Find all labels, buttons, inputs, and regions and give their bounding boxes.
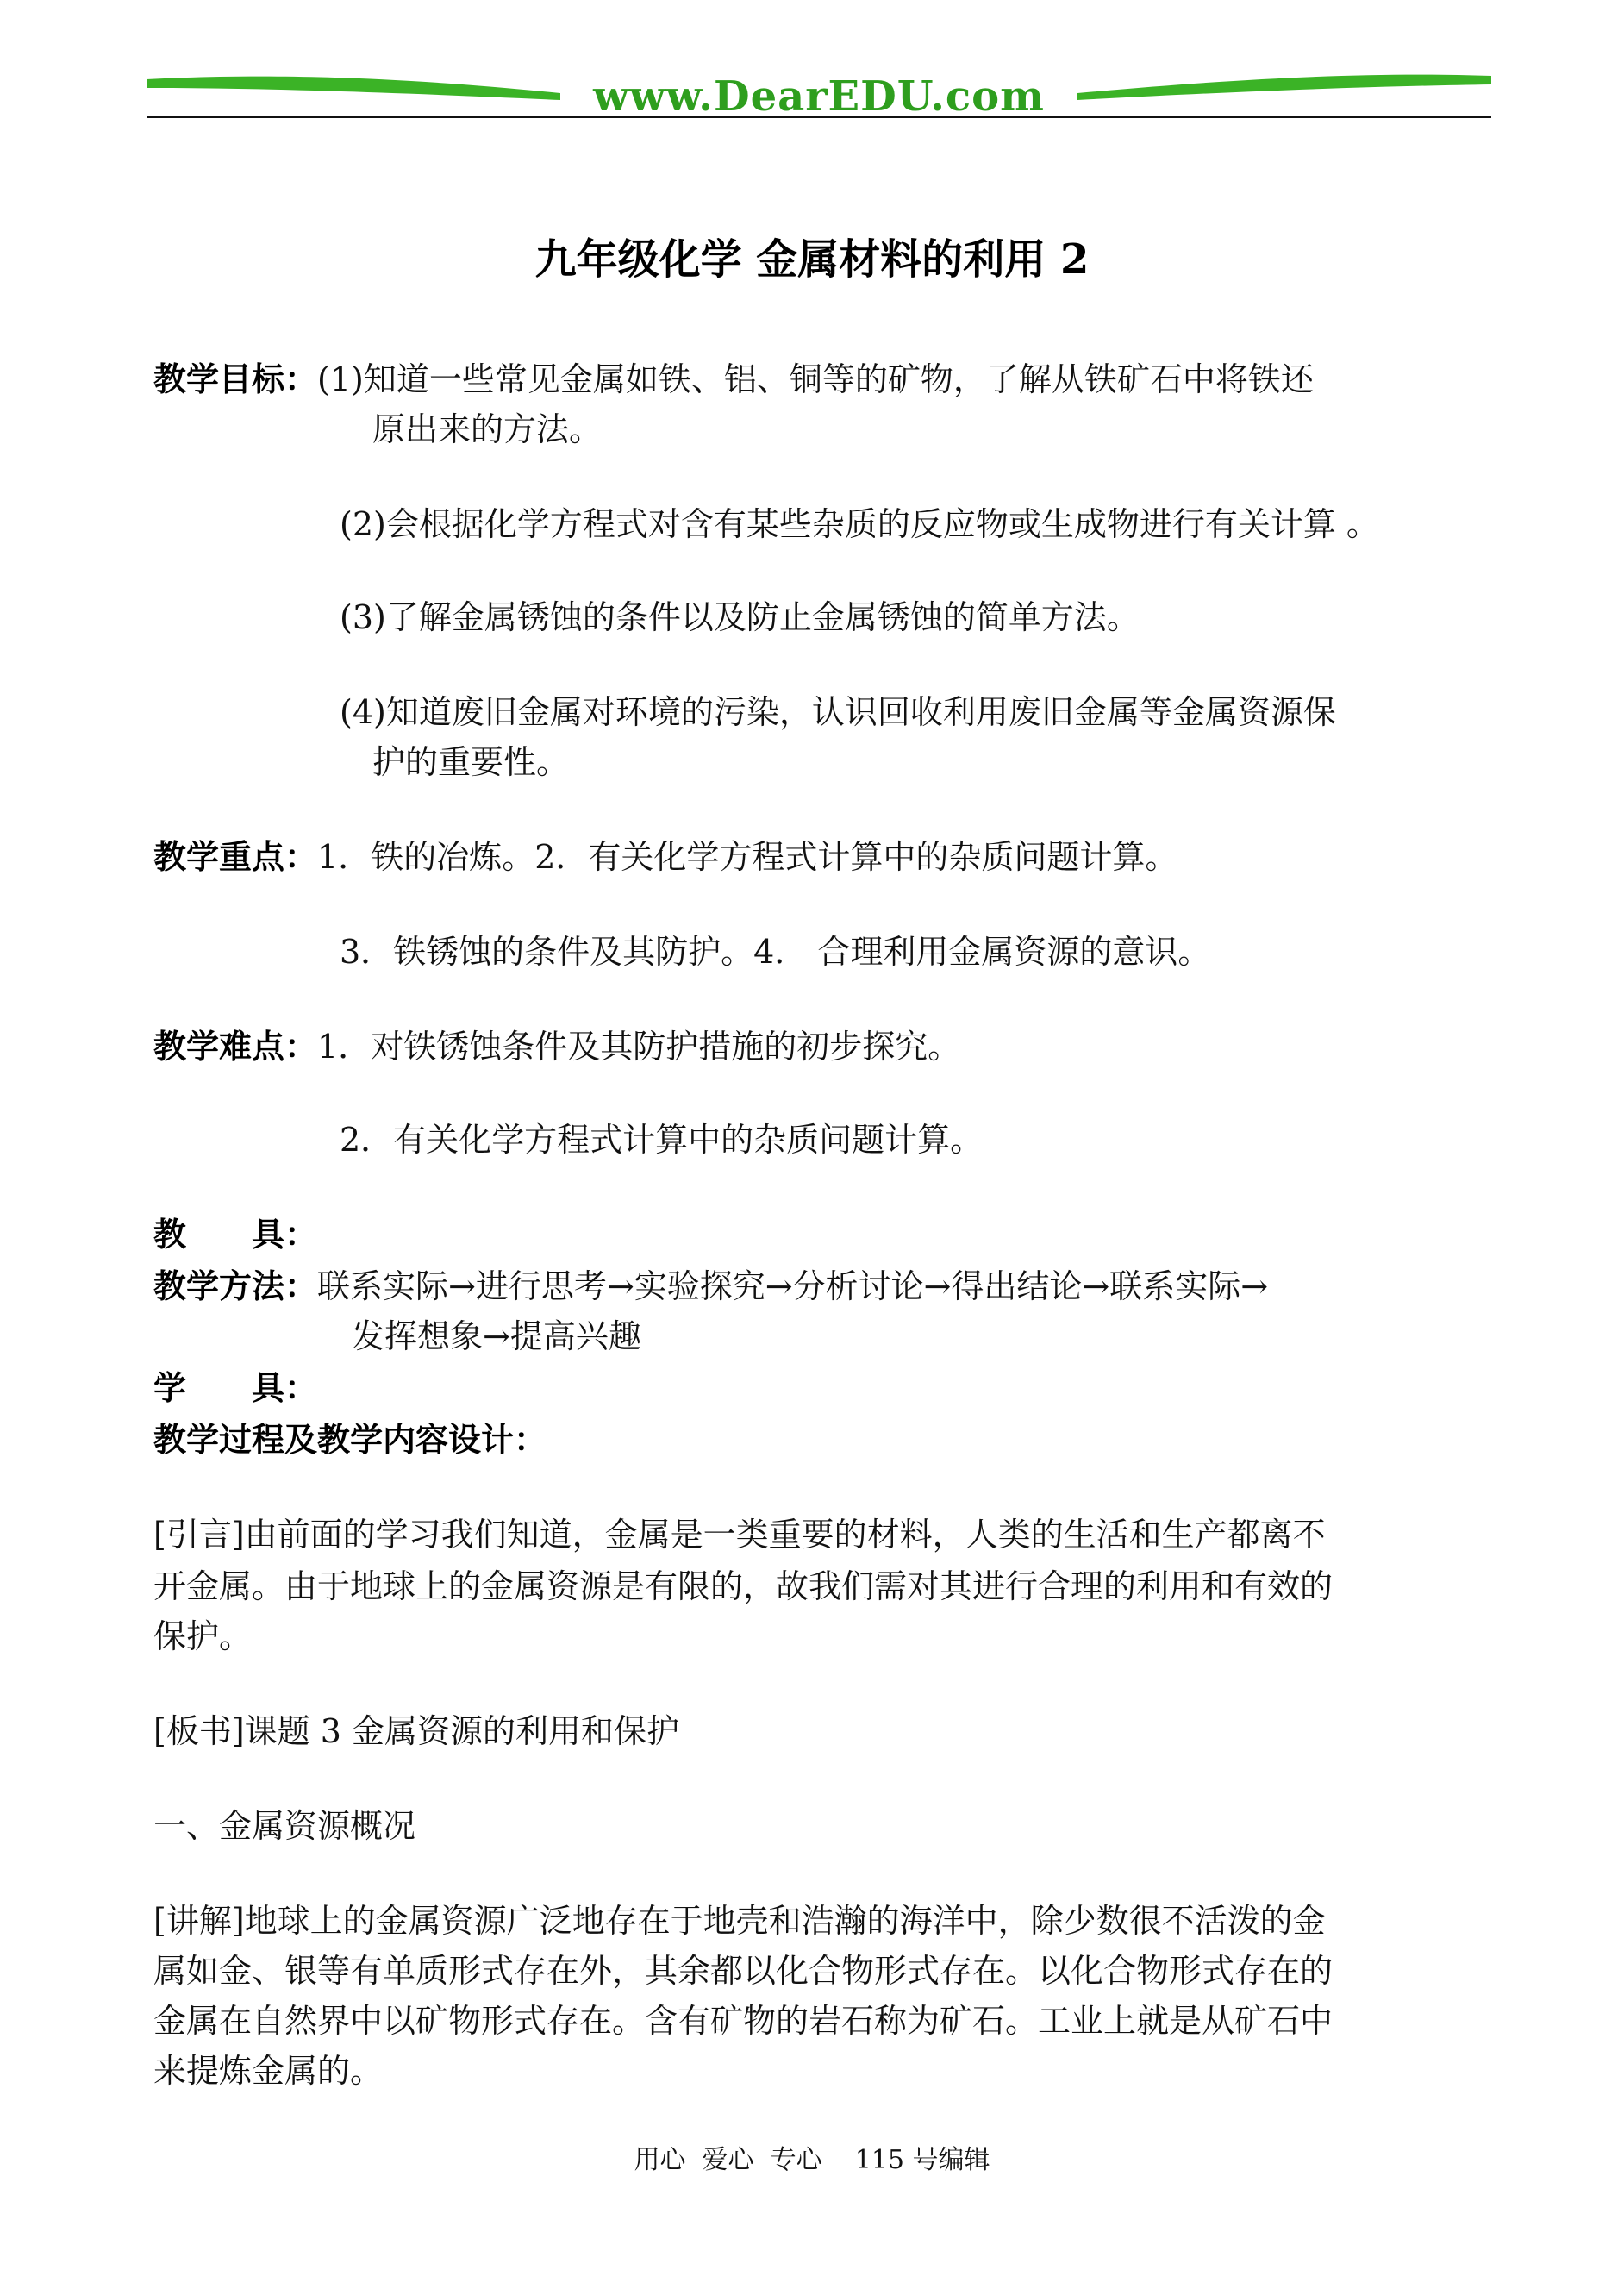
key-points-line-2: 3．铁锈蚀的条件及其防护。4． 合理利用金属资源的意识。 xyxy=(340,933,1211,971)
lecture-line-4: 来提炼金属的。 xyxy=(153,2052,384,2090)
objective-4-line-2: 护的重要性。 xyxy=(372,743,570,781)
page-title: 九年级化学 金属材料的利用 2 xyxy=(534,235,1090,284)
section-heading-1: 一、金属资源概况 xyxy=(153,1807,416,1845)
board-note: [板书]课题 3 金属资源的利用和保护 xyxy=(153,1712,679,1750)
lecture-line-3: 金属在自然界中以矿物形式存在。含有矿物的岩石称为矿石。工业上就是从矿石中 xyxy=(153,2002,1334,2040)
lecture-line-2: 属如金、银等有单质形式存在外，其余都以化合物形式存在。以化合物形式存在的 xyxy=(153,1952,1334,1990)
methods-label: 教学方法： xyxy=(153,1266,318,1305)
page-footer: 用心 爱心 专心 115 号编辑 xyxy=(634,2145,990,2175)
key-points-line-1: 1．铁的冶炼。2．有关化学方程式计算中的杂质问题计算。 xyxy=(317,838,1178,876)
difficulties-line-2: 2．有关化学方程式计算中的杂质问题计算。 xyxy=(340,1121,984,1159)
lecture-line-1: [讲解]地球上的金属资源广泛地存在于地壳和浩瀚的海洋中，除少数很不活泼的金 xyxy=(153,1902,1326,1940)
objectives-row-1 xyxy=(153,353,1314,405)
objective-2: (2)会根据化学方程式对含有某些杂质的反应物或生成物进行有关计算 。 xyxy=(340,505,1379,543)
difficulties-label: 教学难点： xyxy=(153,1027,318,1066)
methods-line-1: 联系实际→进行思考→实验探究→分析讨论→得出结论→联系实际→ xyxy=(317,1267,1269,1305)
tools-label: 教 具： xyxy=(153,1215,318,1254)
intro-line-1: [引言]由前面的学习我们知道，金属是一类重要的材料，人类的生活和生产都离不 xyxy=(153,1516,1326,1554)
objective-1-line-2: 原出来的方法。 xyxy=(372,410,603,448)
methods-line-2: 发挥想象→提高兴趣 xyxy=(352,1317,641,1355)
difficulties-line-1: 1．对铁锈蚀条件及其防护措施的初步探究。 xyxy=(317,1028,961,1066)
objective-1-line-1: (1)知道一些常见金属如铁、铝、铜等的矿物，了解从铁矿石中将铁还 xyxy=(317,360,1314,398)
objectives-label: 教学目标： xyxy=(153,360,318,398)
objective-4-line-1: (4)知道废旧金属对环境的污染，认识回收利用废旧金属等金属资源保 xyxy=(340,693,1336,731)
intro-line-2: 开金属。由于地球上的金属资源是有限的，故我们需对其进行合理的利用和有效的 xyxy=(153,1567,1334,1605)
intro-line-3: 保护。 xyxy=(153,1617,253,1655)
objective-3: (3)了解金属锈蚀的条件以及防止金属锈蚀的简单方法。 xyxy=(340,598,1140,636)
difficulties-row-1 xyxy=(153,1021,960,1072)
methods-row-1 xyxy=(153,1260,1268,1312)
site-logo-text: www.DearEDU.com xyxy=(593,72,1045,121)
key-points-label: 教学重点： xyxy=(153,837,318,876)
student-tools-label: 学 具： xyxy=(153,1368,318,1407)
site-header xyxy=(147,67,1491,128)
process-label: 教学过程及教学内容设计： xyxy=(153,1420,547,1459)
key-points-row-1 xyxy=(153,831,1177,883)
